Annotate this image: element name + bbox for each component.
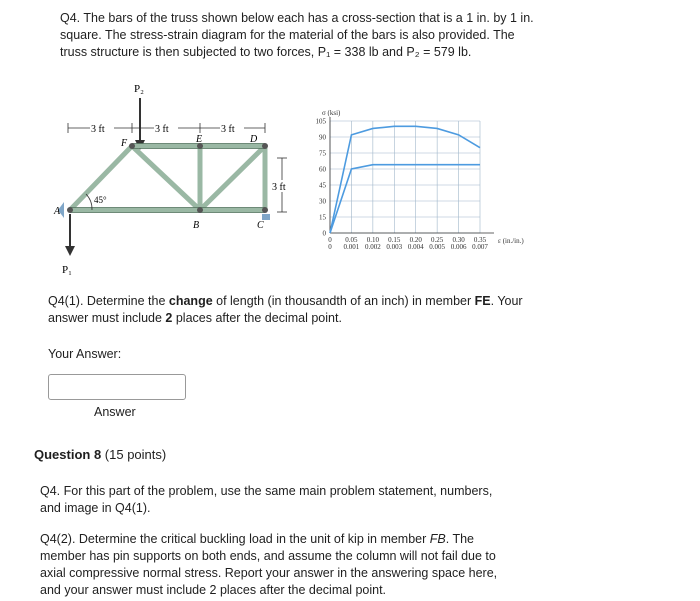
pin-b (197, 207, 203, 213)
dim-left: 3 ft (91, 124, 105, 135)
truss-diagram (50, 78, 290, 283)
x-tick-label-upper: 0.25 (431, 236, 444, 244)
y-tick-label: 105 (315, 117, 326, 126)
angle-label: 45° (94, 195, 107, 205)
answer-label: Answer (94, 405, 136, 419)
x-tick-label-upper: 0.10 (366, 236, 379, 244)
x-tick-label-lower: 0 (328, 243, 332, 251)
problem-statement (60, 10, 550, 61)
y-axis-label: σ (ksi) (322, 109, 341, 117)
y-tick-label: 90 (319, 133, 326, 142)
x-tick-label-lower: 0.006 (450, 243, 467, 251)
question-8-title: Question 8 (34, 447, 102, 462)
pin-d (262, 143, 268, 149)
question-8-header (34, 446, 166, 463)
pin-a (67, 207, 73, 213)
question-8-points: (15 points) (101, 447, 167, 462)
x-tick-labels (328, 236, 488, 251)
p1-arrowhead (65, 246, 75, 256)
answer-input[interactable] (48, 374, 186, 400)
x-tick-label-upper: 0.15 (388, 236, 401, 244)
problem-line-3: truss structure is then subjected to two forces, P₁ = 338 lb and P₂ = 579 lb. (60, 45, 472, 59)
x-tick-label-lower: 0.001 (343, 243, 360, 251)
x-tick-label-upper: 0.20 (409, 236, 422, 244)
p2-label: P₂ (134, 83, 144, 95)
question-1-text (48, 293, 548, 327)
your-answer-label: Your Answer: (48, 347, 122, 361)
x-tick-label-lower: 0.002 (364, 243, 381, 251)
p1-label: P₁ (62, 264, 72, 276)
y-tick-label: 45 (319, 181, 326, 190)
question-1-line-1: Q4(1). Determine the change of length (in thousandth of an inch) in member FE. Your (48, 294, 523, 308)
node-c-label: C (257, 220, 264, 231)
node-e-label: E (196, 134, 203, 145)
node-f-label: F (121, 138, 128, 149)
y-tick-label: 30 (319, 197, 326, 206)
pin-c (262, 207, 268, 213)
x-tick-label-lower: 0.005 (429, 243, 446, 251)
question-1-line-2: answer must include 2 places after the decimal point. (48, 311, 342, 325)
dim-mid: 3 ft (155, 124, 169, 135)
x-tick-label-lower: 0.003 (386, 243, 403, 251)
dim-height: 3 ft (272, 182, 286, 193)
pin-f (129, 143, 135, 149)
node-a-label: A (54, 206, 61, 217)
dim-right: 3 ft (221, 124, 235, 135)
node-b-label: B (193, 220, 200, 231)
series-line-2 (330, 165, 480, 233)
x-tick-label-lower: 0.004 (407, 243, 424, 251)
question-2-intro: Q4. For this part of the problem, use the same main problem statement, numbers, and image in Q4(1). (40, 484, 493, 515)
y-tick-label: 75 (319, 149, 326, 158)
x-tick-label-upper: 0.05 (345, 236, 358, 244)
y-tick-label: 0 (322, 229, 326, 238)
y-tick-label: 60 (319, 165, 326, 174)
x-tick-label-upper: 0 (328, 236, 332, 244)
problem-line-2: square. The stress-strain diagram for the material of the bars is also provided. The (60, 28, 515, 42)
node-d-label: D (250, 134, 258, 145)
x-axis-label: ε (in./in.) (498, 237, 524, 245)
problem-line-1: Q4. The bars of the truss shown below each has a cross-section that is a 1 in. by 1 in. (60, 11, 534, 25)
y-tick-label: 15 (319, 213, 326, 222)
x-tick-label-lower: 0.007 (472, 243, 488, 251)
stress-strain-chart (300, 105, 540, 267)
y-tick-labels (316, 118, 327, 238)
question-2-text: Q4(2). Determine the critical buckling load in the unit of kip in member FB. The member has pin supports on both ends, and assume the column will not fail due to axial compressive normal stress. Report your answer in the answering space here, and your answer must include 2 places after the decimal point. (40, 532, 498, 597)
x-tick-label-upper: 0.30 (452, 236, 465, 244)
x-tick-label-upper: 0.35 (473, 236, 487, 244)
